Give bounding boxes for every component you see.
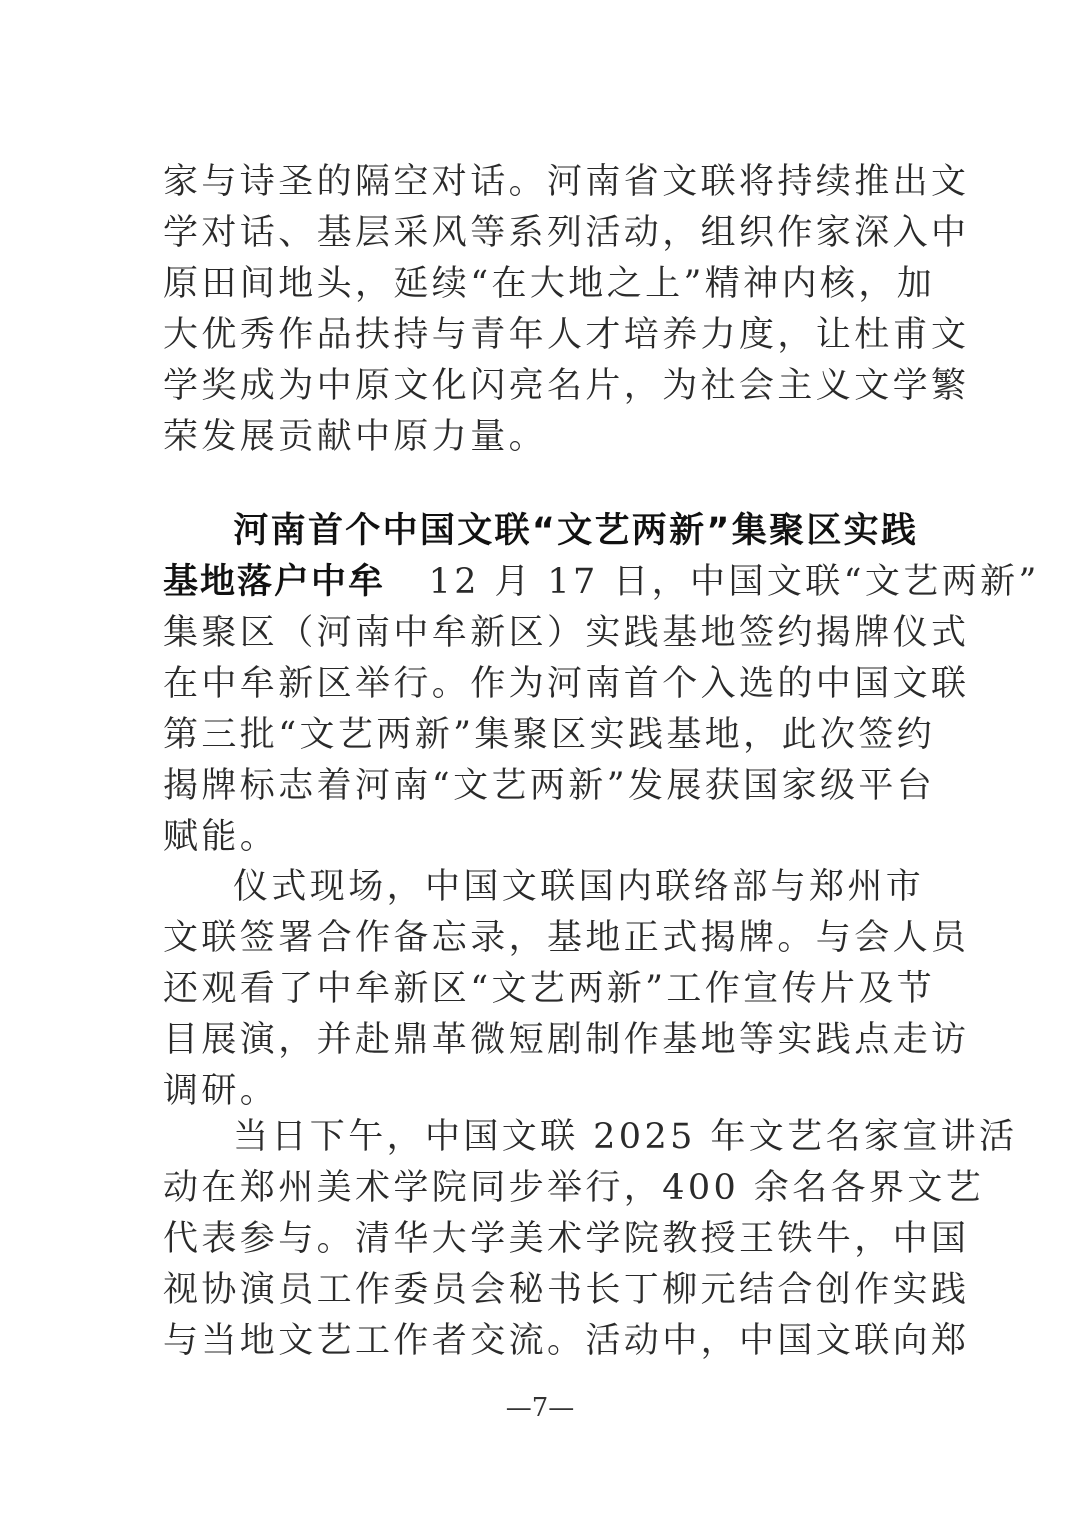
text-line: 学对话、基层采风等系列活动，组织作家深入中: [163, 213, 970, 253]
first-line-text: 当日下午，中国文联 2025 年文艺名家宣讲活: [233, 1117, 1018, 1157]
paragraph-afternoon: [163, 1112, 1018, 1367]
first-line-text: 仪式现场，中国文联国内联络部与郑州市: [233, 867, 925, 907]
text-line: 目展演，并赴鼎革微短剧制作基地等实践点走访: [163, 1020, 970, 1060]
text-line: 家与诗圣的隔空对话。河南省文联将持续推出文: [163, 162, 970, 202]
news-body-start: 12 月 17 日，中国文联“文艺两新”: [428, 562, 1040, 602]
paragraph-continuation: [163, 157, 970, 463]
text-line: 学奖成为中原文化闪亮名片，为社会主义文学繁: [163, 366, 970, 406]
news-title-part-2: 基地落户中牟: [163, 562, 386, 602]
paragraph-ceremony: [163, 862, 970, 1117]
text-line: 赋能。: [163, 817, 279, 857]
news-title-part-1: 河南首个中国文联“文艺两新”集聚区实践: [233, 511, 918, 551]
text-line: 与当地文艺工作者交流。活动中，中国文联向郑: [163, 1321, 970, 1361]
title-line: [163, 506, 918, 557]
text-line: 动在郑州美术学院同步举行，400 余名各界文艺: [163, 1168, 985, 1208]
news-item-paragraph: [163, 506, 1040, 863]
text-line: 视协演员工作委员会秘书长丁柳元结合创作实践: [163, 1270, 970, 1310]
text-line: 大优秀作品扶持与青年人才培养力度，让杜甫文: [163, 315, 970, 355]
text-line: 第三批“文艺两新”集聚区实践基地，此次签约: [163, 715, 936, 755]
text-line: 原田间地头，延续“在大地之上”精神内核，加: [163, 264, 936, 304]
text-line: 文联签署合作备忘录，基地正式揭牌。与会人员: [163, 918, 970, 958]
text-line: 荣发展贡献中原力量。: [163, 417, 548, 457]
title-line: [163, 557, 1040, 608]
text-line: 揭牌标志着河南“文艺两新”发展获国家级平台: [163, 766, 936, 806]
text-line: 还观看了中牟新区“文艺两新”工作宣传片及节: [163, 969, 936, 1009]
page-number: —7—: [505, 1393, 575, 1423]
text-line: 调研。: [163, 1071, 279, 1111]
text-line: [163, 862, 925, 913]
text-line: 代表参与。清华大学美术学院教授王铁牛，中国: [163, 1219, 970, 1259]
text-line: [163, 1112, 1018, 1163]
text-line: 在中牟新区举行。作为河南首个入选的中国文联: [163, 664, 970, 704]
text-line: 集聚区（河南中牟新区）实践基地签约揭牌仪式: [163, 613, 970, 653]
